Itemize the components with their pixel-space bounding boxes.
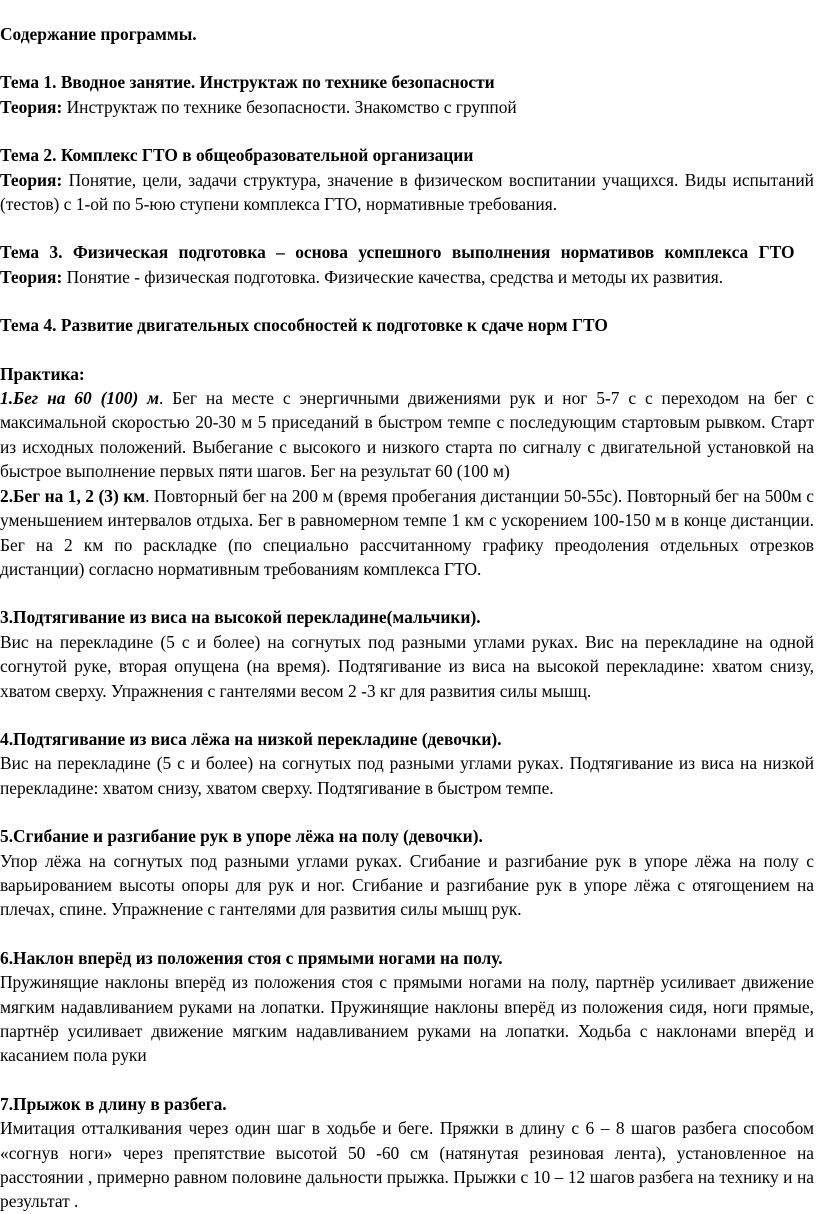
practice-item-5-title: 5.Сгибание и разгибание рук в упоре лёжа на полу (девочки).	[0, 826, 483, 847]
practice-item-5-text: Упор лёжа на согнутых под разными углами руках. Сгибание и разгибание рук в упоре лёжа на полу с варьированием высоты опоры для рук и ног. Сгибание и разгибание рук в упоре лёжа с отягощением на плечах, спине. Упражнение с гантелями для развития силы мышц рук.	[0, 850, 814, 920]
practice-item-6-title: 6.Наклон вперёд из положения стоя с прямыми ногами на полу.	[0, 947, 503, 968]
topic2-heading: Тема 2. Комплекс ГТО в общеобразовательной организации	[0, 145, 474, 166]
practice-item-7-text: Имитация отталкивания через один шаг в ходьбе и беге. Пряжки в длину с 6 – 8 шагов разбега способом «согнув ноги» через препятствие высотой 50 -60 см (натянутая резиновая лента), установленное на расстоянии , примерно равном половине дальности прыжка. Прыжки с 10 – 12 шагов разбега на технику и на результат .	[0, 1118, 814, 1212]
practice-item-1	[0, 386, 814, 484]
topic3-theory	[0, 265, 814, 289]
topic2-theory	[0, 168, 814, 217]
document-body	[0, 22, 814, 1214]
topic1-theory	[0, 95, 814, 119]
practice-item-7-title: 7.Прыжок в длину в разбега.	[0, 1093, 227, 1114]
program-title: Содержание программы.	[0, 24, 197, 44]
practice-item-4-title: 4.Подтягивание из виса лёжа на низкой перекладине (девочки).	[0, 728, 502, 749]
practice-item-2-title: 2.Бег на 1, 2 (3) км	[0, 485, 146, 506]
practice-item-3-title: 3.Подтягивание из виса на высокой перекладине(мальчики).	[0, 607, 481, 628]
topic3-heading: Тема 3. Физическая подготовка – основа успешного выполнения нормативов комплекса ГТО	[0, 242, 795, 263]
topic3-theory-label: Теория:	[0, 266, 63, 287]
practice-item-1-text: . Бег на месте с энергичными движениями рук и ног 5-7 с с переходом на бег с максимальной скоростью 20-30 м 5 приседаний в быстром темпе с последующим стартовым рывком. Старт из исходных положений. Выбегание с высокого и низкого старта по сигналу с двигательной установкой на быстрое выполнение первых пяти шагов. Бег на результат 60 (100 м)	[0, 388, 814, 482]
practice-label: Практика:	[0, 363, 85, 384]
topic4-heading: Тема 4. Развитие двигательных способностей к подготовке к сдаче норм ГТО	[0, 315, 608, 336]
practice-item-4-text: Вис на перекладине (5 с и более) на согнутых под разными углами руках. Подтягивание из виса на низкой перекладине: хватом снизу, хватом сверху. Подтягивание в быстром темпе.	[0, 753, 814, 798]
topic1-theory-text: Инструктаж по технике безопасности. Знакомство с группой	[62, 96, 517, 117]
topic1-theory-label: Теория:	[0, 96, 63, 117]
topic2-theory-text: Понятие, цели, задачи структура, значение в физическом воспитании учащихся. Виды испытаний (тестов) с 1-ой по 5-юю ступени комплекса ГТО, нормативные требования.	[0, 169, 814, 215]
practice-item-6-text: Пружинящие наклоны вперёд из положения стоя с прямыми ногами на полу, партнёр усиливает движение мягким надавливанием руками на лопатки. Пружинящие наклоны вперёд из положения сидя, ноги прямые, партнёр усиливает движение мягким надавливанием руками на лопатки. Ходьба с наклонами вперёд и касанием пола руки	[0, 972, 814, 1066]
practice-item-2-text: . Повторный бег на 200 м (время пробегания дистанции 50-55с). Повторный бег на 500м с уменьшением интервалов отдыха. Бег в равномерном темпе 1 км с ускорением 100-150 м в конце дистанции. Бег на 2 км по раскладке (по специально рассчитанному графику преодоления отдельных отрезков дистанции) согласно нормативным требованиям комплекса ГТО.	[0, 485, 814, 579]
topic3-theory-text: Понятие - физическая подготовка. Физические качества, средства и методы их развития.	[62, 266, 724, 287]
practice-item-2	[0, 484, 814, 582]
practice-item-3-text: Вис на перекладине (5 с и более) на согнутых под разными углами руках. Вис на перекладине на одной согнутой руке, вторая опущена (на время). Подтягивание из виса на высокой перекладине: хватом снизу, хватом сверху. Упражнения с гантелями весом 2 -3 кг для развития силы мышц.	[0, 631, 814, 701]
topic1-heading: Тема 1. Вводное занятие. Инструктаж по технике безопасности	[0, 72, 495, 93]
topic2-theory-label: Теория:	[0, 169, 63, 190]
practice-item-1-title: 1.Бег на 60 (100) м	[0, 388, 160, 409]
